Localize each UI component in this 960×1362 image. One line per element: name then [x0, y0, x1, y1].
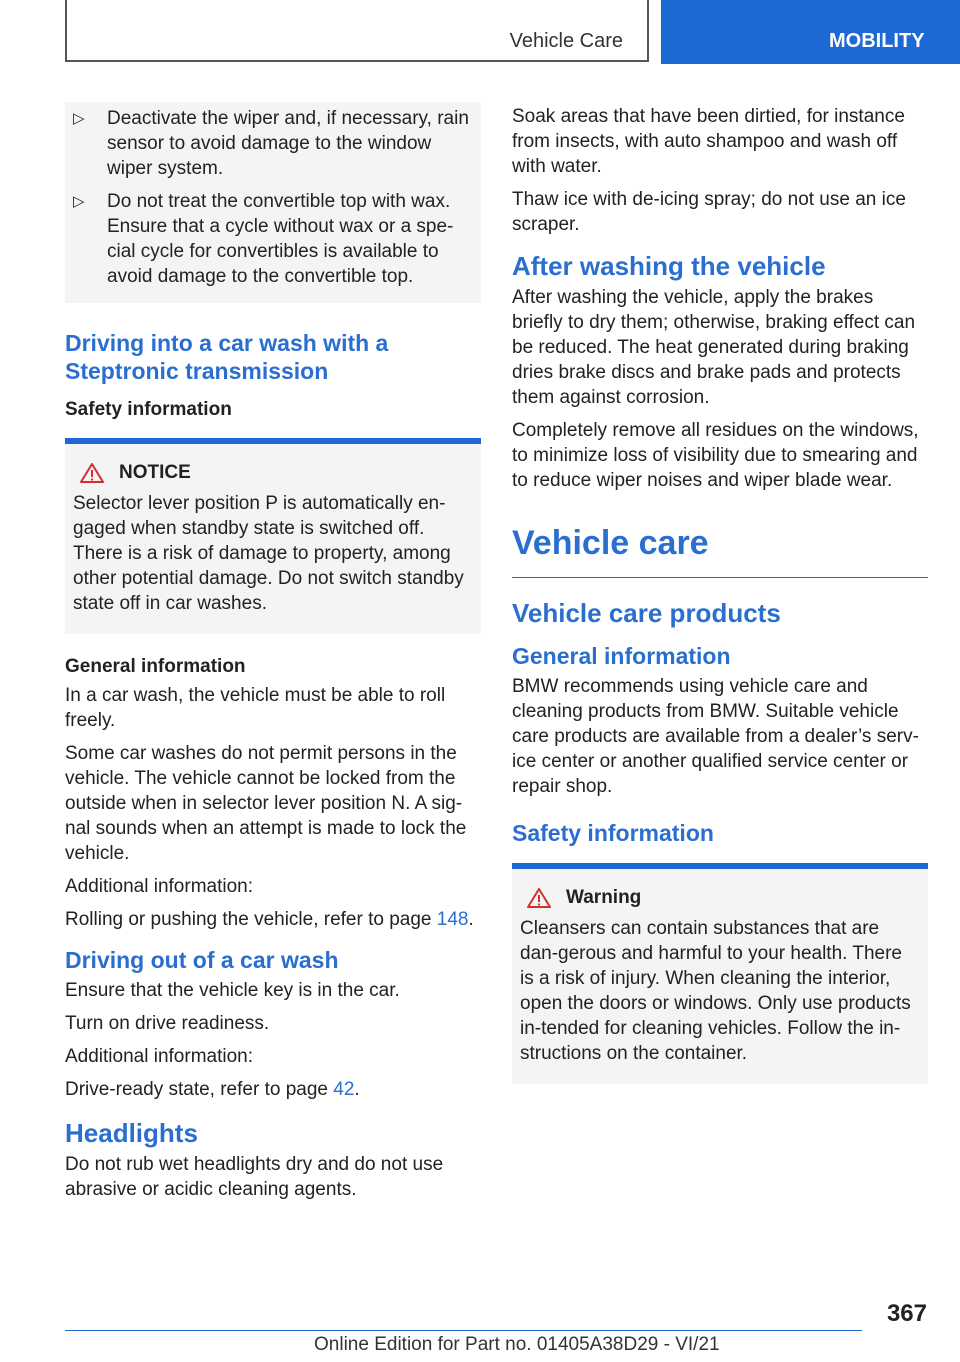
bullet-text: Do not treat the convertible top with wax. Ensure that a cycle without wax or a spe-cial cycle for convertibles is available to avoid damage to the convertible top. [107, 191, 454, 287]
warning-title [520, 885, 920, 910]
list-item [73, 106, 473, 181]
header-tab [65, 0, 649, 62]
paragraph: Completely remove all residues on the windows, to minimize loss of visibility due to smearing and to reduce wiper noises and wiper blade wear. [512, 420, 919, 491]
paragraph: After washing the vehicle, apply the brakes briefly to dry them; otherwise, braking effect can be reduced. The heat generated during braking dries brake discs and brake pads and protects them against corrosion. [512, 287, 916, 408]
paragraph-drive-ready: Drive-ready state, refer to page 42. [65, 1079, 360, 1100]
notice-label: NOTICE [119, 462, 191, 483]
bullet-text: Deactivate the wiper and, if necessary, rain sensor to avoid damage to the window wiper system. [107, 108, 469, 179]
bullet-box [65, 102, 481, 303]
paragraph-rolling: Rolling or pushing the vehicle, refer to page 148. [65, 909, 474, 930]
notice-text: Selector lever position P is automatically en-gaged when standby state is switched off. There is a risk of damage to property, among other potential damage. Do not switch standby state off in car washes. [73, 493, 464, 614]
general-info-label: General information [65, 656, 246, 677]
paragraph: Turn on drive readiness. [65, 1013, 270, 1034]
warning-triangle-icon [79, 462, 105, 484]
heading-general-info: General information [512, 643, 731, 669]
warning-box [512, 863, 928, 1084]
footer-divider [65, 1330, 862, 1331]
triangle-bullet-icon: ▷ [73, 193, 85, 210]
paragraph: Soak areas that have been dirtied, for instance from insects, with auto shampoo and wash off with water. [512, 106, 905, 177]
left-column [65, 102, 481, 1210]
triangle-bullet-icon: ▷ [73, 110, 85, 127]
heading-steptronic: Driving into a car wash with a Steptronic transmission [65, 330, 389, 384]
heading-care-products: Vehicle care products [512, 598, 781, 628]
paragraph: Some car washes do not permit persons in the vehicle. The vehicle cannot be locked from the outside when in selector lever position N. A sig-nal sounds when an attempt is made to lock the vehicle. [65, 743, 467, 864]
warning-text: Cleansers can contain substances that are dan-gerous and harmful to your health. There is a risk of injury. When cleaning the interior, open the doors or windows. Only use products in-tended for cleaning vehicles. Follow the in-structions on the container. [520, 918, 911, 1064]
rolling-text: Rolling or pushing the vehicle, refer to page [65, 909, 437, 930]
heading-vehicle-care: Vehicle care [512, 523, 928, 578]
right-column [512, 102, 928, 1104]
heading-headlights: Headlights [65, 1118, 198, 1148]
paragraph: Additional information: [65, 1046, 253, 1067]
warning-label: Warning [566, 887, 642, 908]
notice-box [65, 438, 481, 634]
heading-after-washing: After washing the vehicle [512, 251, 826, 281]
list-item [73, 189, 473, 289]
heading-out: Driving out of a car wash [65, 947, 339, 973]
safety-info-label: Safety information [65, 399, 232, 420]
paragraph: Do not rub wet headlights dry and do not use abrasive or acidic cleaning agents. [65, 1154, 444, 1200]
warning-triangle-icon [526, 887, 552, 909]
notice-title [73, 460, 473, 485]
paragraph: Ensure that the vehicle key is in the car. [65, 980, 400, 1001]
section-title: Vehicle Care [509, 30, 623, 52]
paragraph: BMW recommends using vehicle care and cleaning products from BMW. Suitable vehicle care products are available from a dealer’s serv-ice center or another qualified service center or repair shop. [512, 676, 919, 797]
edition-text: Online Edition for Part no. 01405A38D29 - VI/21 [314, 1334, 720, 1355]
paragraph: In a car wash, the vehicle must be able to roll freely. [65, 685, 446, 731]
drive-ready-text: Drive-ready state, refer to page [65, 1079, 334, 1100]
page-link-42[interactable]: 42 [333, 1079, 355, 1100]
paragraph: Additional information: [65, 876, 253, 897]
page-number: 367 [886, 1300, 927, 1327]
heading-safety-info: Safety information [512, 820, 714, 846]
chapter-tab[interactable]: MOBILITY [661, 0, 960, 64]
paragraph: Thaw ice with de-icing spray; do not use an ice scraper. [512, 189, 906, 235]
page-link-148[interactable]: 148 [436, 909, 469, 930]
